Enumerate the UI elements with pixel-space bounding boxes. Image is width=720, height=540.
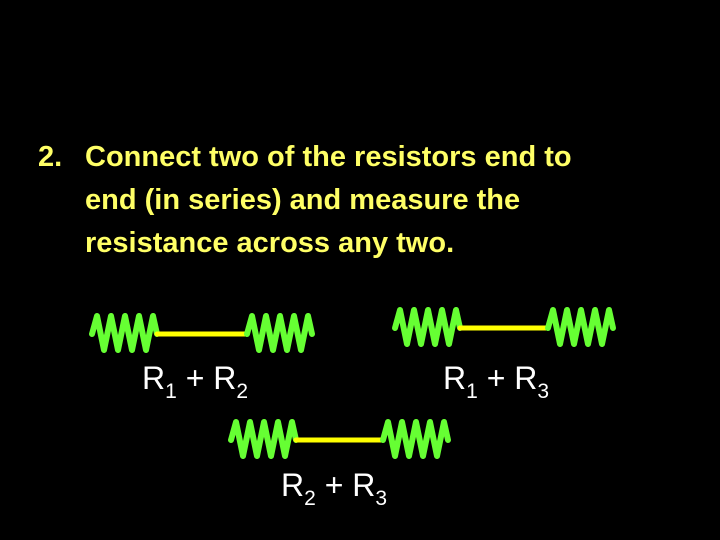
resistor-letter: R xyxy=(281,467,305,503)
label-r1-plus-r2 xyxy=(142,360,249,403)
instruction-line: Connect two of the resistors end to xyxy=(85,141,572,173)
instruction-line: resistance across any two. xyxy=(85,227,455,259)
plus-operator: + xyxy=(324,467,344,503)
instruction-line: end (in series) and measure the xyxy=(85,184,521,216)
resistor-letter: R xyxy=(514,360,538,396)
resistor-index: 2 xyxy=(304,487,316,510)
plus-operator: + xyxy=(486,360,506,396)
step-number: 2. xyxy=(38,141,63,173)
resistor-letter: R xyxy=(213,360,237,396)
resistor-index: 2 xyxy=(236,380,249,403)
resistor-r2-symbol xyxy=(231,422,296,456)
series-pair-r1-r3 xyxy=(395,310,613,344)
resistor-letter: R xyxy=(142,360,166,396)
resistor-r3-symbol xyxy=(548,310,613,344)
resistor-letter: R xyxy=(352,467,376,503)
resistor-index: 3 xyxy=(375,487,388,510)
series-pair-r1-r2 xyxy=(92,316,312,350)
resistor-letter: R xyxy=(443,360,467,396)
resistor-index: 1 xyxy=(466,380,478,403)
label-r2-plus-r3 xyxy=(281,467,388,510)
resistor-r3-symbol xyxy=(383,422,448,456)
series-pair-r2-r3 xyxy=(231,422,448,456)
resistor-r2-symbol xyxy=(247,316,312,350)
resistor-index: 3 xyxy=(537,380,550,403)
plus-operator: + xyxy=(185,360,205,396)
resistor-index: 1 xyxy=(165,380,177,403)
label-r1-plus-r3 xyxy=(443,360,550,403)
resistor-r1-symbol xyxy=(395,310,460,344)
resistor-r1-symbol xyxy=(92,316,157,350)
